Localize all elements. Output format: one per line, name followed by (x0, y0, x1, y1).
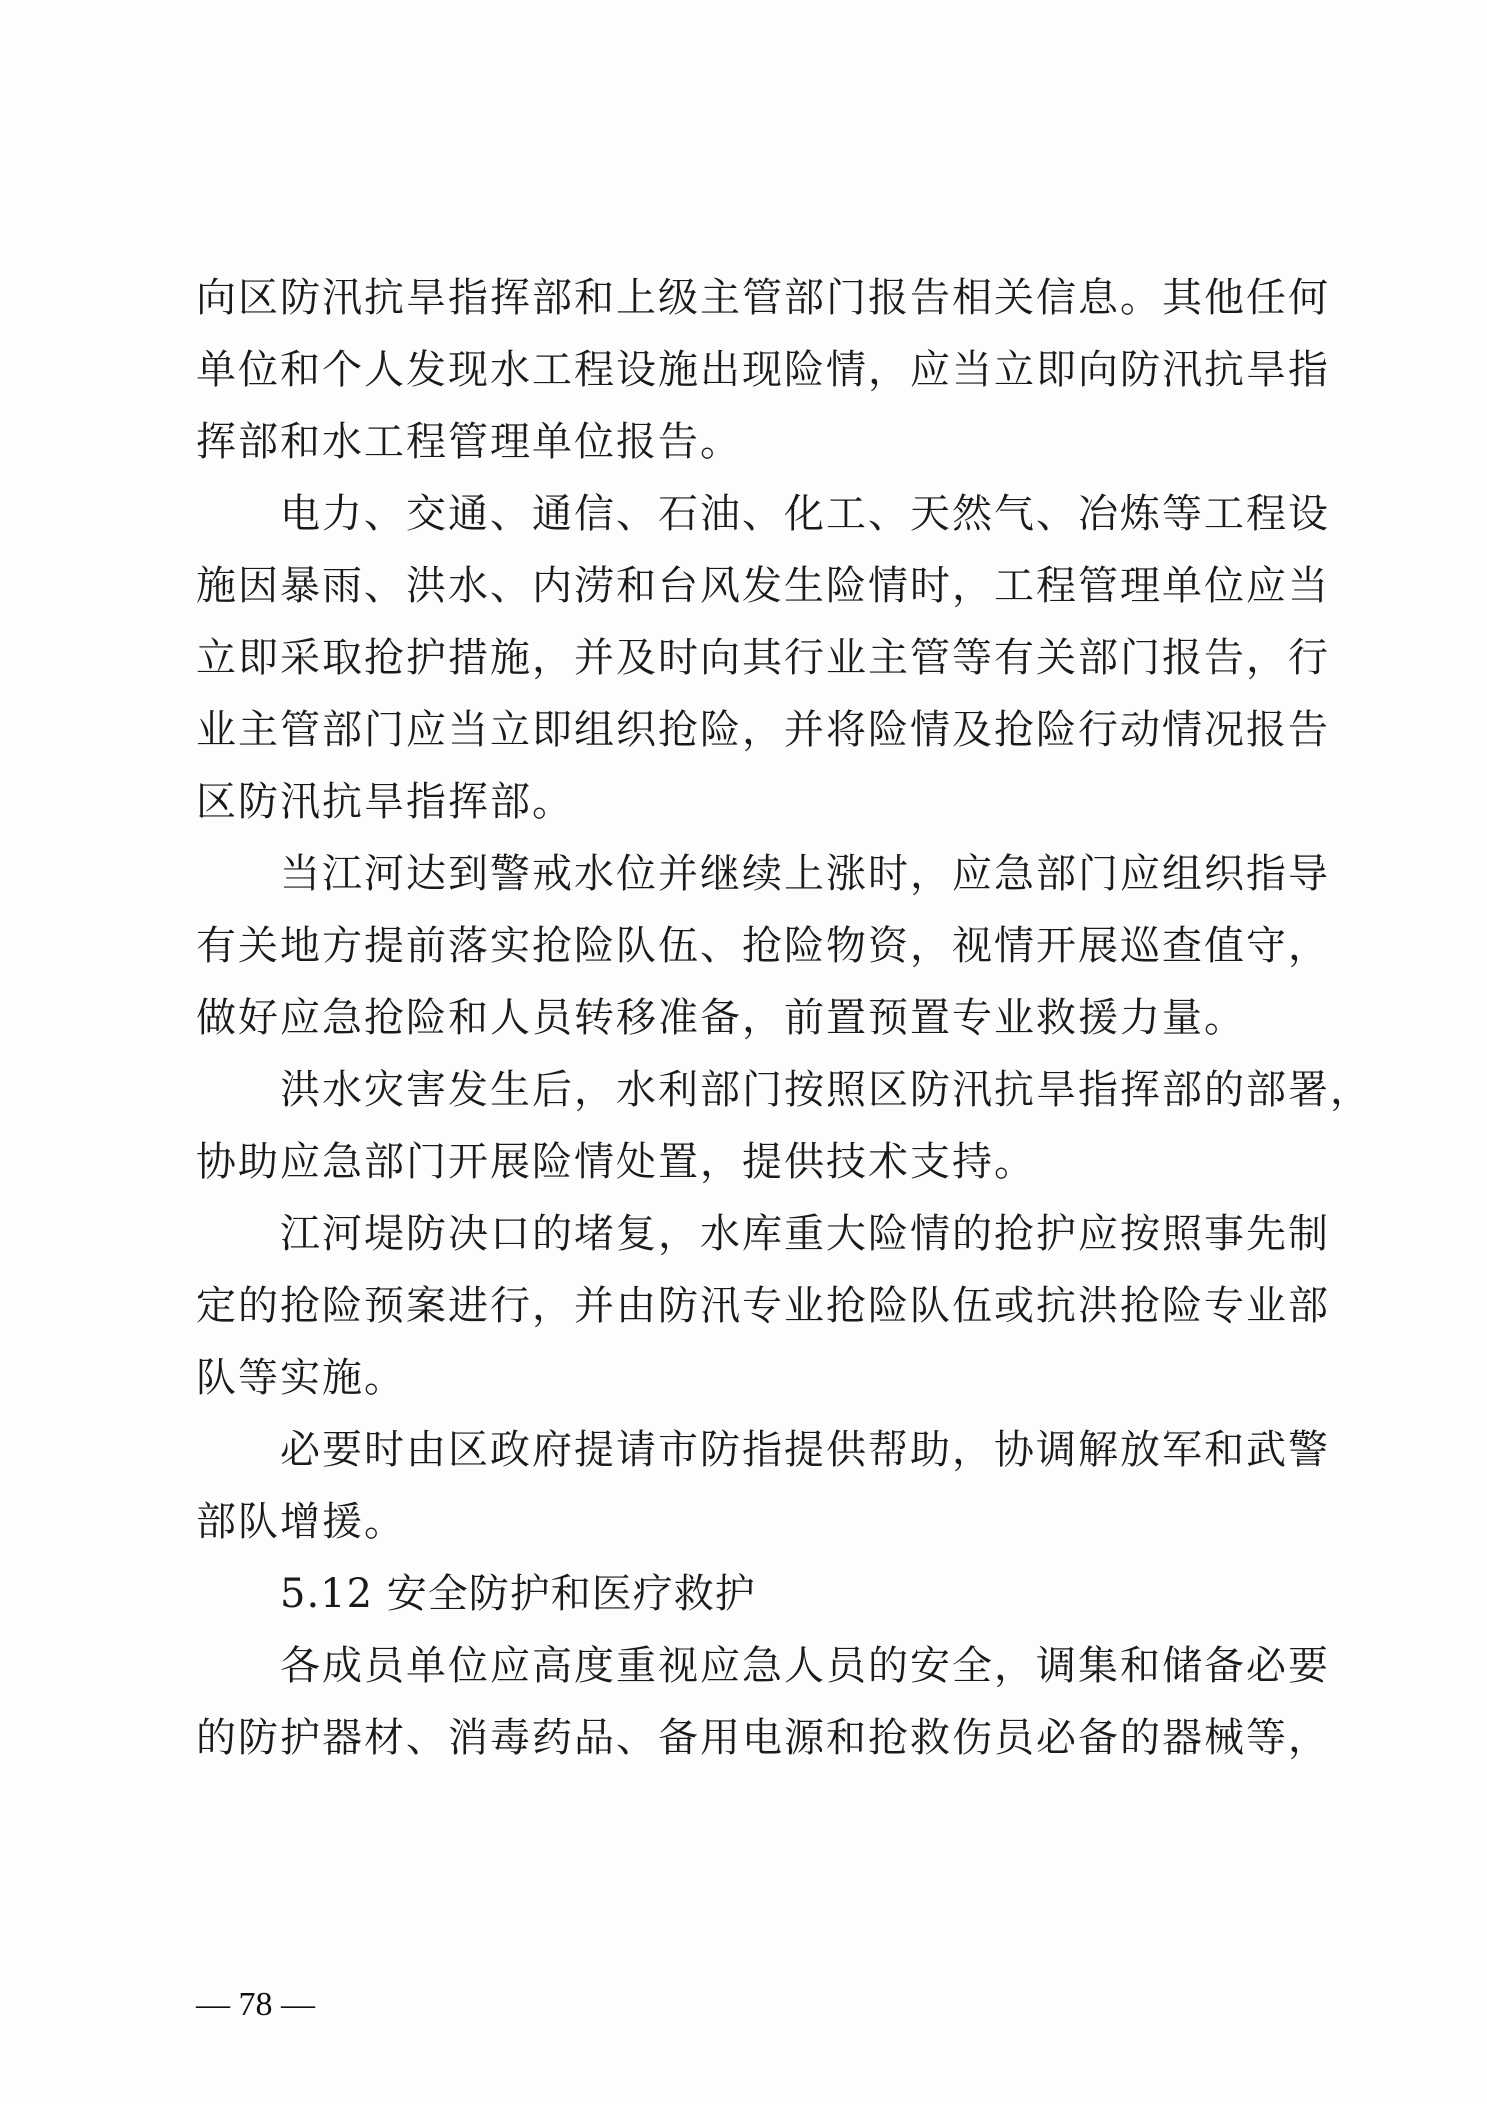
text-line: 立即采取抢护措施，并及时向其行业主管等有关部门报告，行 (196, 635, 1330, 681)
text-line: 部队增援。 (196, 1499, 406, 1545)
text-line: 单位和个人发现水工程设施出现险情，应当立即向防汛抗旱指 (196, 347, 1330, 393)
paragraph-2 (196, 478, 1330, 838)
text-line: 必要时由区政府提请市防指提供帮助，协调解放军和武警 (280, 1427, 1330, 1473)
text-line: 向区防汛抗旱指挥部和上级主管部门报告相关信息。其他任何 (196, 275, 1330, 321)
text-line: 施因暴雨、洪水、内涝和台风发生险情时，工程管理单位应当 (196, 563, 1330, 609)
text-line: 有关地方提前落实抢险队伍、抢险物资，视情开展巡查值守， (196, 923, 1330, 969)
text-line: 各成员单位应高度重视应急人员的安全，调集和储备必要 (280, 1643, 1330, 1689)
text-line: 洪水灾害发生后，水利部门按照区防汛抗旱指挥部的部署， (280, 1067, 1372, 1113)
text-line: 江河堤防决口的堵复，水库重大险情的抢护应按照事先制 (280, 1211, 1330, 1257)
paragraph-6 (196, 1414, 1330, 1558)
text-line: 挥部和水工程管理单位报告。 (196, 419, 742, 465)
text-line: 当江河达到警戒水位并继续上涨时，应急部门应组织指导 (280, 851, 1330, 897)
text-line: 定的抢险预案进行，并由防汛专业抢险队伍或抗洪抢险专业部 (196, 1283, 1330, 1329)
paragraph-4 (196, 1054, 1372, 1198)
text-line: 做好应急抢险和人员转移准备，前置预置专业救援力量。 (196, 995, 1246, 1041)
text-line: 队等实施。 (196, 1355, 406, 1401)
page-number: — 78 — (196, 1986, 315, 2023)
text-line: 的防护器材、消毒药品、备用电源和抢救伤员必备的器械等， (196, 1715, 1330, 1761)
paragraph-7 (196, 1630, 1330, 1774)
text-line: 业主管部门应当立即组织抢险，并将险情及抢险行动情况报告 (196, 707, 1330, 753)
text-line: 区防汛抗旱指挥部。 (196, 779, 574, 825)
paragraph-5 (196, 1198, 1330, 1414)
section-heading-text: 5.12 安全防护和医疗救护 (280, 1571, 756, 1617)
section-heading (196, 1558, 1306, 1630)
text-line: 电力、交通、通信、石油、化工、天然气、冶炼等工程设 (280, 491, 1330, 537)
paragraph-3 (196, 838, 1330, 1054)
document-body (196, 262, 1372, 1774)
text-line: 协助应急部门开展险情处置，提供技术支持。 (196, 1139, 1036, 1185)
paragraph-1 (196, 262, 1330, 478)
